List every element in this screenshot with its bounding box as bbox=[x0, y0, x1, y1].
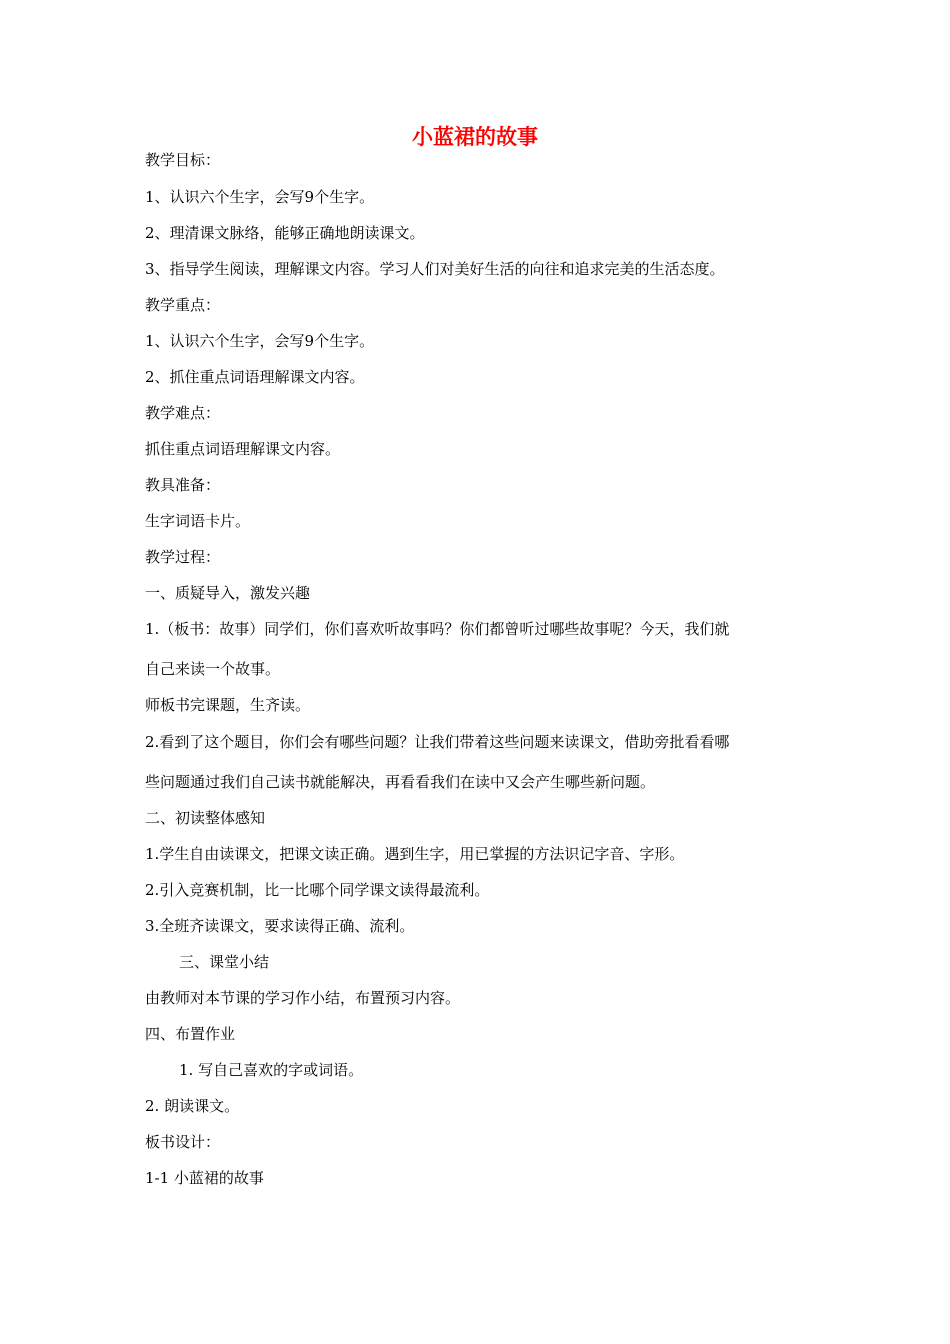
section-2-item-3: 3.全班齐读课文，要求读得正确、流利。 bbox=[145, 917, 415, 935]
goal-item-3: 3、指导学生阅读，理解课文内容。学习人们对美好生活的向往和追求完美的生活态度。 bbox=[145, 260, 725, 278]
goal-item-1: 1、认识六个生字，会写9个生字。 bbox=[145, 188, 375, 206]
document-title: 小蓝裙的故事 bbox=[412, 124, 538, 149]
homework-item-2: 2. 朗读课文。 bbox=[145, 1097, 240, 1115]
section-1-paragraph-1-cont: 自己来读一个故事。 bbox=[145, 660, 281, 678]
section-1-paragraph-2: 师板书完课题，生齐读。 bbox=[145, 696, 311, 714]
homework-item-1: 1. 写自己喜欢的字或词语。 bbox=[179, 1061, 364, 1079]
section-2-heading: 二、初读整体感知 bbox=[145, 809, 266, 827]
section-2-item-1: 1.学生自由读课文，把课文读正确。遇到生字，用已掌握的方法识记字音、字形。 bbox=[145, 845, 685, 863]
section-1-heading: 一、质疑导入，激发兴趣 bbox=[145, 584, 311, 602]
section-1-paragraph-3-cont: 些问题通过我们自己读书就能解决，再看看我们在读中又会产生哪些新问题。 bbox=[145, 773, 656, 791]
board-design-text: 1-1 小蓝裙的故事 bbox=[145, 1169, 264, 1187]
heading-teaching-goals: 教学目标： bbox=[145, 151, 221, 169]
section-1-paragraph-1: 1.（板书：故事）同学们，你们喜欢听故事吗？你们都曾听过哪些故事呢？今天，我们就 bbox=[145, 620, 730, 638]
heading-board-design: 板书设计： bbox=[145, 1133, 221, 1151]
materials-text: 生字词语卡片。 bbox=[145, 512, 251, 530]
section-3-text: 由教师对本节课的学习作小结，布置预习内容。 bbox=[145, 989, 461, 1007]
heading-process: 教学过程： bbox=[145, 548, 221, 566]
goal-item-2: 2、理清课文脉络，能够正确地朗读课文。 bbox=[145, 224, 425, 242]
section-3-heading: 三、课堂小结 bbox=[179, 953, 270, 971]
section-2-item-2: 2.引入竞赛机制，比一比哪个同学课文读得最流利。 bbox=[145, 881, 490, 899]
key-point-item-1: 1、认识六个生字，会写9个生字。 bbox=[145, 332, 375, 350]
key-point-item-2: 2、抓住重点词语理解课文内容。 bbox=[145, 368, 365, 386]
section-1-paragraph-3: 2.看到了这个题目，你们会有哪些问题？让我们带着这些问题来读课文，借助旁批看看哪 bbox=[145, 733, 730, 751]
section-4-heading: 四、布置作业 bbox=[145, 1025, 236, 1043]
heading-materials: 教具准备： bbox=[145, 476, 221, 494]
difficulty-text: 抓住重点词语理解课文内容。 bbox=[145, 440, 341, 458]
heading-difficulties: 教学难点： bbox=[145, 404, 221, 422]
heading-key-points: 教学重点： bbox=[145, 296, 221, 314]
